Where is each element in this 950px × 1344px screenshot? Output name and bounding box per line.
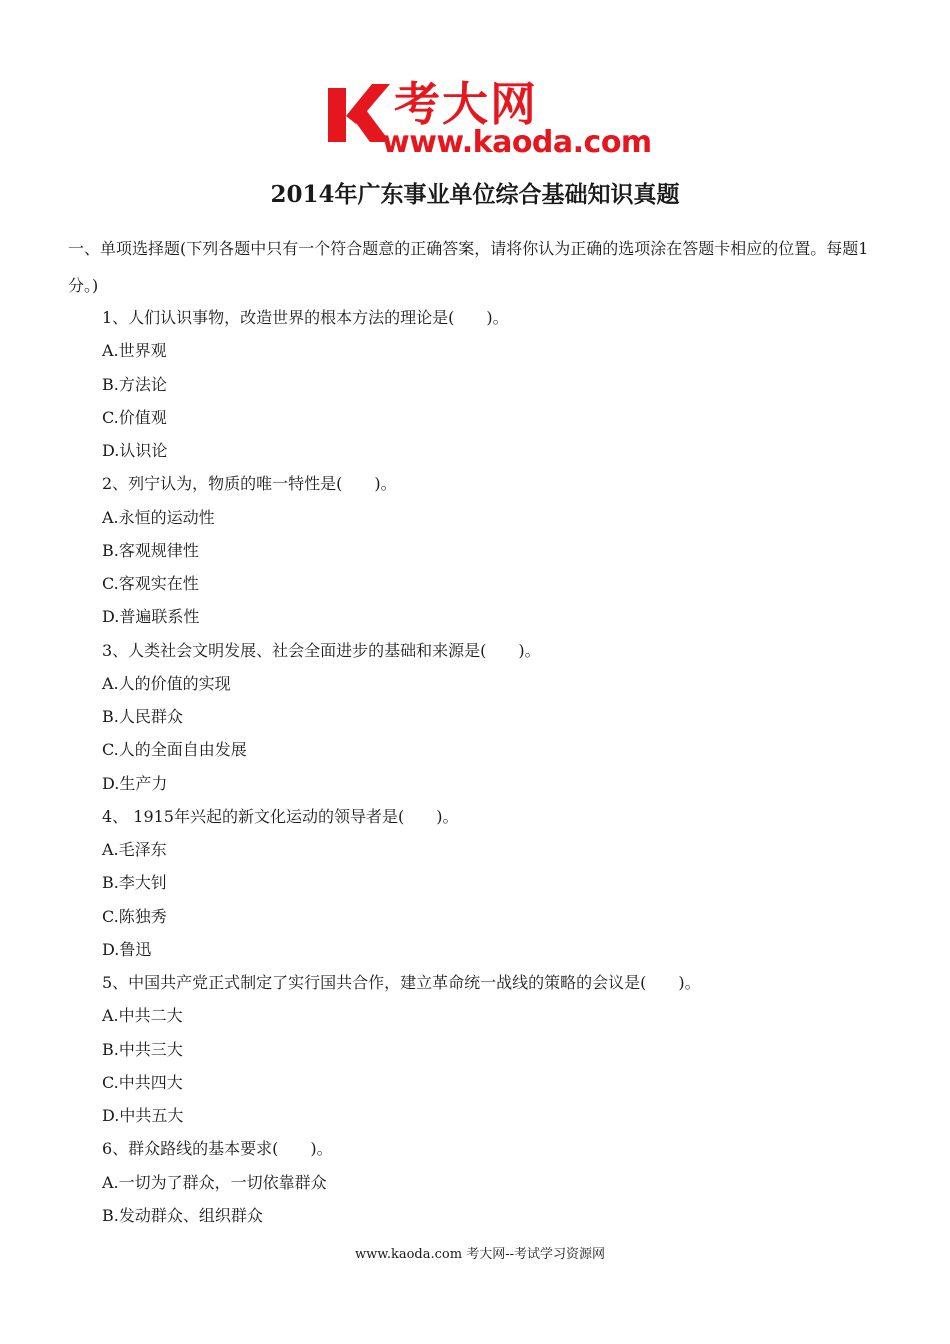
question-text: 1、人们认识事物，改造世界的根本方法的理论是( )。 [102,308,509,327]
page-title: 2014年广东事业单位综合基础知识真题 [270,181,680,208]
footer-text: www.kaoda.com 考大网--考试学习资源网 [355,1247,605,1262]
answer-option: A.中共二大 [102,1006,183,1026]
answer-option: C.陈独秀 [102,906,167,926]
answer-option: B.中共三大 [102,1039,183,1059]
section-intro: 一、单项选择题(下列各题中只有一个符合题意的正确答案，请将你认为正确的选项涂在答题卡相应的位置。每题1分。) [68,239,869,295]
question-text: 4、 1915年兴起的新文化运动的领导者是( )。 [102,806,459,826]
question-text: 3、人类社会文明发展、社会全面进步的基础和来源是( )。 [102,640,541,660]
kaoda-logo [326,77,652,160]
logo-url: www.kaoda.com [382,125,652,160]
answer-option: D.鲁迅 [102,939,152,959]
answer-option: D.普遍联系性 [102,607,200,627]
answer-option: B.客观规律性 [102,540,199,560]
question-text: 2、列宁认为，物质的唯一特性是( )。 [102,474,397,494]
answer-option: D.认识论 [102,441,168,460]
answer-option: A.世界观 [102,341,167,361]
question-text: 5、中国共产党正式制定了实行国共合作，建立革命统一战线的策略的会议是( )。 [102,973,701,992]
answer-option: B.发动群众、组织群众 [102,1205,263,1225]
answer-option: D.生产力 [102,773,168,793]
question-text: 6、群众路线的基本要求( )。 [102,1139,333,1159]
answer-option: D.中共五大 [102,1106,184,1125]
answer-option: B.李大钊 [102,873,167,893]
answer-option: C.价值观 [102,407,167,427]
answer-option: C.人的全面自由发展 [102,740,247,760]
answer-option: A.毛泽东 [102,840,167,859]
answer-option: A.永恒的运动性 [102,507,215,527]
question-list [102,301,701,1232]
answer-option: A.一切为了群众，一切依靠群众 [102,1172,327,1192]
answer-option: B.方法论 [102,374,167,394]
answer-option: A.人的价值的实现 [102,673,231,693]
answer-option: C.中共四大 [102,1072,183,1092]
logo-brand-name: 考大网 [394,77,538,131]
answer-option: B.人民群众 [102,707,183,726]
answer-option: C.客观实在性 [102,574,199,593]
